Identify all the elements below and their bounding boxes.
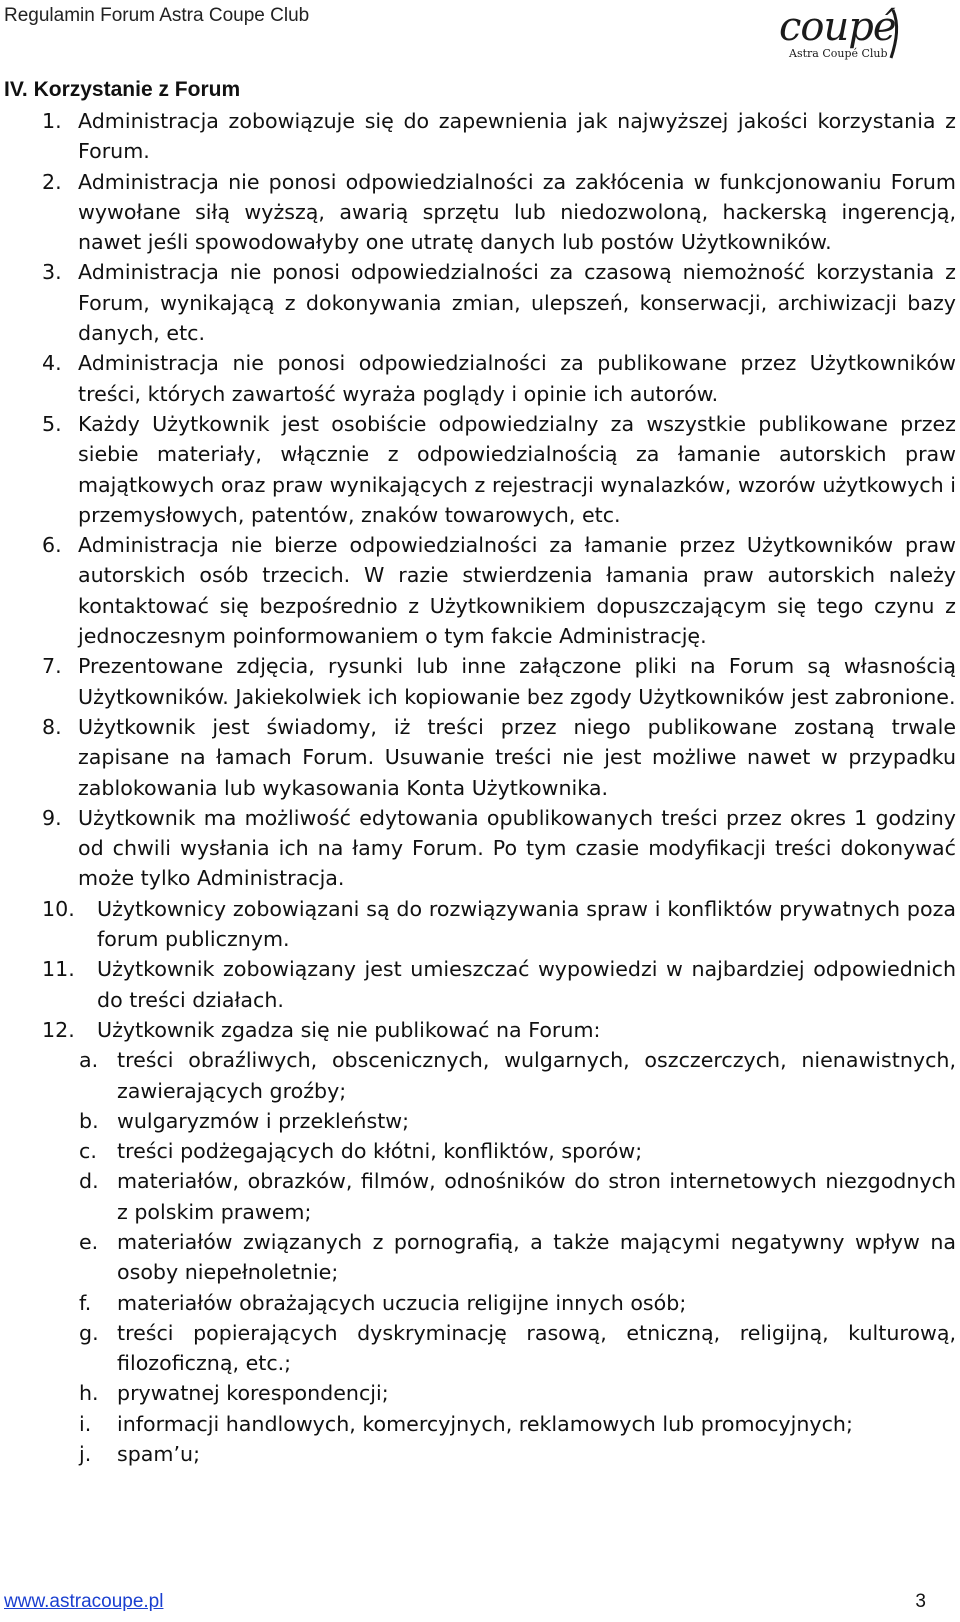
svg-text:coupé: coupé xyxy=(779,4,896,50)
page-header xyxy=(0,0,960,66)
rule-subitem xyxy=(42,1378,956,1408)
subitem-letter: h. xyxy=(79,1381,99,1406)
subitem-text: treści obraźliwych, obscenicznych, wulgarnych, oszczerczych, nienawistnych, zawierających groźby; xyxy=(117,1048,956,1103)
subitem-text: materiałów związanych z pornografią, a także mającymi negatywny wpływ na osoby niepełnoletnie; xyxy=(117,1229,956,1285)
subitem-text: materiałów obrażających uczucia religijne innych osób; xyxy=(117,1290,687,1315)
subitem-text: informacji handlowych, komercyjnych, reklamowych lub promocyjnych; xyxy=(117,1411,853,1436)
astra-coupe-club-logo xyxy=(775,2,953,62)
rules-list xyxy=(42,106,956,1469)
rule-text: Użytkownik zobowiązany jest umieszczać wypowiedzi w najbardziej odpowiednich do treści działach. xyxy=(97,957,956,1012)
rule-subitem xyxy=(42,1166,956,1227)
subitem-letter: a. xyxy=(79,1048,99,1073)
rule-item xyxy=(42,530,956,651)
rule-subitem xyxy=(42,1136,956,1166)
subitem-text: materiałów, obrazków, filmów, odnośników do stron internetowych niezgodnych z polskim prawem; xyxy=(117,1169,956,1224)
rule-item xyxy=(42,803,956,894)
rule-subitem xyxy=(42,1439,956,1469)
rule-number: 9. xyxy=(42,805,62,830)
rule-number: 8. xyxy=(42,714,62,739)
rule-text: Administracja nie ponosi odpowiedzialności za publikowane przez Użytkowników treści, których zawartość wyraża poglądy i opinie ich autorów. xyxy=(78,351,956,406)
subitem-text: treści popierających dyskryminację rasową, etniczną, religijną, kulturową, filozoficzną, etc.; xyxy=(117,1320,956,1376)
rule-item xyxy=(42,167,956,258)
rule-number: 1. xyxy=(42,109,62,133)
svg-text:Astra Coupé Club: Astra Coupé Club xyxy=(789,47,888,60)
rule-subitem xyxy=(42,1106,956,1136)
subitem-text: prywatnej korespondencji; xyxy=(117,1381,389,1406)
subitem-text: spam’u; xyxy=(117,1442,201,1467)
rule-subitem xyxy=(42,1045,956,1106)
subitem-letter: g. xyxy=(79,1320,99,1345)
rule-text: Administracja nie ponosi odpowiedzialności za zakłócenia w funkcjonowaniu Forum wywołane siłą wyższą, awarią sprzętu lub niedozwoloną, hackerską ingerencją, nawet jeśli spowodowałyby one utratę danych lub postów Użytkowników. xyxy=(78,169,956,255)
rule-number: 5. xyxy=(42,411,62,436)
rule-number: 10. xyxy=(42,896,75,921)
rule-text: Użytkownik zgadza się nie publikować na Forum: xyxy=(97,1017,601,1042)
rule-number: 2. xyxy=(42,169,62,194)
rule-item xyxy=(42,1015,956,1045)
rule-subitem xyxy=(42,1227,956,1288)
rule-text: Każdy Użytkownik jest osobiście odpowiedzialny za wszystkie publikowane przez siebie materiały, włącznie z odpowiedzialnością za łamanie autorskich praw majątkowych oraz praw wynikających z rejestracji wynalazków, wzorów użytkowych i przemysłowych, patentów, znaków towarowych, etc. xyxy=(78,411,956,527)
rule-item xyxy=(42,651,956,712)
rule-text: Użytkownicy zobowiązani są do rozwiązywania spraw i konfliktów prywatnych poza forum publicznym. xyxy=(97,896,956,952)
section-title: IV. Korzystanie z Forum xyxy=(4,78,241,101)
rule-item xyxy=(42,257,956,348)
rule-text: Administracja nie ponosi odpowiedzialności za czasową niemożność korzystania z Forum, wynikającą z dokonywania zmian, ulepszeń, konserwacji, archiwizacji bazy danych, etc. xyxy=(78,260,956,346)
rule-number: 11. xyxy=(42,957,75,982)
subitem-text: wulgaryzmów i przekleństw; xyxy=(117,1108,410,1133)
rule-number: 4. xyxy=(42,351,62,376)
subitem-text: treści podżegających do kłótni, konfliktów, sporów; xyxy=(117,1139,643,1164)
subitem-letter: i. xyxy=(79,1411,92,1436)
rule-text: Użytkownik jest świadomy, iż treści przez niego publikowane zostaną trwale zapisane na łamach Forum. Usuwanie treści nie jest możliwe nawet w przypadku zablokowania lub wykasowania Konta Użytkownika. xyxy=(78,714,956,800)
subitem-letter: j. xyxy=(79,1442,92,1467)
header-title: Regulamin Forum Astra Coupe Club xyxy=(4,5,310,26)
rule-subitem xyxy=(42,1318,956,1379)
rule-number: 12. xyxy=(42,1017,75,1042)
subitem-letter: c. xyxy=(79,1139,97,1164)
rule-number: 7. xyxy=(42,654,62,679)
rule-subitem xyxy=(42,1288,956,1318)
rule-item xyxy=(42,409,956,530)
rule-number: 3. xyxy=(42,260,62,285)
rule-item xyxy=(42,954,956,1015)
rule-text: Administracja nie bierze odpowiedzialności za łamanie przez Użytkowników praw autorskich osób trzecich. W razie stwierdzenia łamania praw autorskich należy kontaktować się bezpośrednio z Użytkownikiem dopuszczającym się tego czynu z jednoczesnym poinformowaniem o tym fakcie Administrację. xyxy=(78,533,956,649)
subitem-letter: f. xyxy=(79,1290,92,1315)
rule-text: Administracja zobowiązuje się do zapewnienia jak najwyższej jakości korzystania z Forum. xyxy=(78,109,956,164)
page-number: 3 xyxy=(915,1591,926,1612)
footer-website-link[interactable]: www.astracoupe.pl xyxy=(4,1591,164,1612)
rule-text: Użytkownik ma możliwość edytowania opublikowanych treści przez okres 1 godziny od chwili wysłania ich na łamy Forum. Po tym czasie modyfikacji treści dokonywać może tylko Administracja. xyxy=(78,805,956,891)
rule-number: 6. xyxy=(42,533,62,558)
subitem-letter: e. xyxy=(79,1229,99,1254)
rule-item xyxy=(42,348,956,409)
subitem-letter: d. xyxy=(79,1169,99,1194)
subitem-letter: b. xyxy=(79,1108,99,1133)
rule-text: Prezentowane zdjęcia, rysunki lub inne załączone pliki na Forum są własnością Użytkowników. Jakiekolwiek ich kopiowanie bez zgody Użytkowników jest zabronione. xyxy=(78,654,956,709)
rule-item xyxy=(42,712,956,803)
rule-item xyxy=(42,894,956,955)
rule-item xyxy=(42,106,956,167)
rule-subitem xyxy=(42,1409,956,1439)
